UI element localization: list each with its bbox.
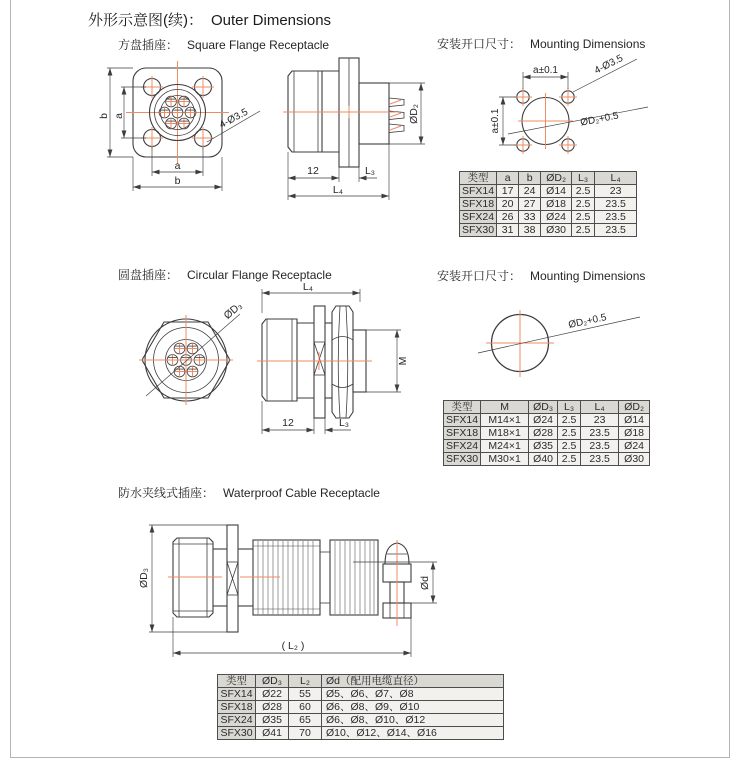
page-title-en: Outer Dimensions bbox=[211, 12, 332, 29]
cell: Ø22 bbox=[256, 688, 289, 701]
circular-mounting-zh: 安装开口尺寸： bbox=[437, 269, 522, 283]
page-left-border bbox=[10, 0, 11, 758]
col-header: 类型 bbox=[460, 172, 497, 185]
dim-l4: L₄ bbox=[302, 281, 314, 293]
col-header: ØD₂ bbox=[619, 401, 650, 414]
col-header: L₄ bbox=[595, 172, 637, 185]
table-row bbox=[460, 211, 637, 224]
table-row bbox=[460, 224, 637, 237]
square-flange-receptacle-drawing bbox=[95, 50, 435, 205]
circular-mounting-drawing bbox=[455, 300, 705, 395]
col-header: L₃ bbox=[558, 401, 581, 414]
cell: Ø6、Ø8、Ø9、Ø10 bbox=[322, 701, 504, 714]
square-side-view bbox=[283, 58, 404, 167]
page-bottom-border bbox=[10, 757, 730, 758]
cell: 23 bbox=[595, 185, 637, 198]
knurling-section-2 bbox=[335, 541, 374, 614]
square-mounting-label bbox=[437, 35, 645, 52]
dim-holes-leader: 4-Ø3.5 bbox=[592, 52, 625, 77]
dim-d2-leader: ØD₂+0.5 bbox=[579, 110, 620, 129]
cell: 2.5 bbox=[558, 440, 581, 453]
col-header: a bbox=[497, 172, 519, 185]
cell: Ø24 bbox=[619, 440, 650, 453]
dim-a-left: a±0.1 bbox=[490, 108, 501, 134]
cell: Ø10、Ø12、Ø14、Ø16 bbox=[322, 727, 504, 740]
cell: 38 bbox=[519, 224, 541, 237]
col-header: 类型 bbox=[218, 675, 256, 688]
dim-l3: L₃ bbox=[338, 417, 350, 429]
dim-d3: ØD₃ bbox=[138, 567, 150, 589]
cell-type: SFX18 bbox=[460, 198, 497, 211]
table-row bbox=[218, 701, 504, 714]
circular-side-dimensions bbox=[262, 281, 409, 434]
col-header: M bbox=[481, 401, 529, 414]
cell: 23.5 bbox=[581, 440, 619, 453]
waterproof-side-view bbox=[168, 525, 411, 632]
dim-12: 12 bbox=[282, 417, 294, 429]
circular-flange-spec-table bbox=[443, 400, 650, 466]
cell: Ø18 bbox=[541, 198, 572, 211]
square-front-view bbox=[126, 61, 229, 164]
circular-label-zh: 圆盘插座： bbox=[118, 268, 179, 282]
circular-mounting-label bbox=[437, 267, 645, 284]
cell-type: SFX14 bbox=[460, 185, 497, 198]
table-row bbox=[444, 414, 650, 427]
col-header: ØD₃ bbox=[529, 401, 558, 414]
waterproof-label-zh: 防水夹线式插座： bbox=[118, 486, 215, 500]
cell-type: SFX30 bbox=[460, 224, 497, 237]
cell: 23.5 bbox=[581, 427, 619, 440]
square-side-dimensions bbox=[288, 83, 425, 200]
dim-holes-leader: 4-Ø3.5 bbox=[217, 106, 250, 131]
cell: Ø24 bbox=[529, 414, 558, 427]
table-header-row bbox=[444, 401, 650, 414]
cell: 33 bbox=[519, 211, 541, 224]
cell: 2.5 bbox=[572, 185, 595, 198]
contact-pins bbox=[389, 98, 404, 133]
cell: 55 bbox=[289, 688, 322, 701]
circular-flange-receptacle-drawing bbox=[125, 282, 435, 440]
cell: M18×1 bbox=[481, 427, 529, 440]
col-header: Ød（配用电缆直径） bbox=[322, 675, 504, 688]
circular-front-view bbox=[139, 300, 245, 405]
dim-d2-leader: ØD₂+0.5 bbox=[567, 312, 608, 331]
waterproof-label-en: Waterproof Cable Receptacle bbox=[223, 486, 380, 500]
table-row bbox=[218, 714, 504, 727]
cell-type: SFX18 bbox=[444, 427, 481, 440]
cell: 23 bbox=[581, 414, 619, 427]
table-row bbox=[218, 727, 504, 740]
square-mounting-dimensions bbox=[490, 53, 648, 145]
cell: 70 bbox=[289, 727, 322, 740]
col-header: L₃ bbox=[572, 172, 595, 185]
dim-l2: ( L₂ ) bbox=[281, 640, 305, 652]
cell: M24×1 bbox=[481, 440, 529, 453]
dim-d3-leader: ØD₃ bbox=[221, 299, 245, 322]
col-header: ØD₃ bbox=[256, 675, 289, 688]
table-row bbox=[444, 427, 650, 440]
cell: M14×1 bbox=[481, 414, 529, 427]
col-header: L₄ bbox=[581, 401, 619, 414]
cell: 2.5 bbox=[572, 211, 595, 224]
col-header: L₂ bbox=[289, 675, 322, 688]
dim-d: Ød bbox=[419, 575, 431, 591]
dim-d2: ØD₂ bbox=[408, 104, 420, 124]
dim-l4: L₄ bbox=[332, 184, 344, 196]
cell-type: SFX30 bbox=[444, 453, 481, 466]
page-title-zh: 外形示意图(续)： bbox=[88, 12, 203, 29]
cell: Ø6、Ø8、Ø10、Ø12 bbox=[322, 714, 504, 727]
table-row bbox=[460, 198, 637, 211]
cell: Ø14 bbox=[619, 414, 650, 427]
cell: Ø5、Ø6、Ø7、Ø8 bbox=[322, 688, 504, 701]
cell: 2.5 bbox=[558, 427, 581, 440]
col-header: 类型 bbox=[444, 401, 481, 414]
waterproof-section-label bbox=[118, 484, 380, 501]
waterproof-cable-receptacle-drawing bbox=[135, 510, 455, 665]
dim-a-top: a±0.1 bbox=[533, 65, 558, 76]
table-header-row bbox=[218, 675, 504, 688]
table-row bbox=[460, 185, 637, 198]
cell: 2.5 bbox=[558, 453, 581, 466]
circular-section-label bbox=[118, 266, 332, 283]
cell: Ø30 bbox=[541, 224, 572, 237]
cell: 23.5 bbox=[595, 224, 637, 237]
circular-mounting-en: Mounting Dimensions bbox=[530, 269, 646, 283]
table-row bbox=[444, 440, 650, 453]
cell: Ø14 bbox=[541, 185, 572, 198]
dim-12: 12 bbox=[307, 165, 319, 177]
square-label-en: Square Flange Receptacle bbox=[187, 38, 330, 52]
cell: Ø40 bbox=[529, 453, 558, 466]
cell: 26 bbox=[497, 211, 519, 224]
cell-type: SFX14 bbox=[218, 688, 256, 701]
cell: M30×1 bbox=[481, 453, 529, 466]
cell: Ø35 bbox=[256, 714, 289, 727]
cell: 17 bbox=[497, 185, 519, 198]
circular-side-view bbox=[257, 306, 372, 418]
cell: Ø35 bbox=[529, 440, 558, 453]
cell: 31 bbox=[497, 224, 519, 237]
col-header: b bbox=[519, 172, 541, 185]
square-mounting-zh: 安装开口尺寸： bbox=[437, 37, 522, 51]
cell: 2.5 bbox=[572, 224, 595, 237]
square-mounting-drawing bbox=[455, 52, 705, 167]
dim-b-left: b bbox=[98, 113, 110, 119]
square-flange-spec-table bbox=[459, 171, 637, 237]
cell: Ø18 bbox=[619, 427, 650, 440]
table-header-row bbox=[460, 172, 637, 185]
cell: 23.5 bbox=[595, 198, 637, 211]
dim-b-bottom: b bbox=[174, 175, 181, 187]
cell: Ø30 bbox=[619, 453, 650, 466]
cell: 23.5 bbox=[581, 453, 619, 466]
square-label-zh: 方盘插座： bbox=[118, 38, 179, 52]
cell: 20 bbox=[497, 198, 519, 211]
dim-m: M bbox=[397, 356, 409, 366]
square-mounting-en: Mounting Dimensions bbox=[530, 37, 646, 51]
waterproof-spec-table bbox=[217, 674, 504, 740]
cell-type: SFX18 bbox=[218, 701, 256, 714]
dim-l3: L₃ bbox=[364, 165, 376, 177]
cell: Ø28 bbox=[256, 701, 289, 714]
table-row bbox=[218, 688, 504, 701]
cell-type: SFX24 bbox=[460, 211, 497, 224]
cell: 27 bbox=[519, 198, 541, 211]
cell: Ø41 bbox=[256, 727, 289, 740]
cell-type: SFX24 bbox=[444, 440, 481, 453]
col-header: ØD₂ bbox=[541, 172, 572, 185]
cell: 24 bbox=[519, 185, 541, 198]
page-right-border bbox=[729, 0, 730, 758]
dim-a-bottom: a bbox=[174, 160, 181, 172]
table-row bbox=[444, 453, 650, 466]
cell: 2.5 bbox=[558, 414, 581, 427]
cell: Ø28 bbox=[529, 427, 558, 440]
cell-type: SFX24 bbox=[218, 714, 256, 727]
cell: 65 bbox=[289, 714, 322, 727]
cable-clamp-screw bbox=[383, 540, 411, 626]
cell: 60 bbox=[289, 701, 322, 714]
circular-label-en: Circular Flange Receptacle bbox=[187, 268, 332, 282]
cell: Ø24 bbox=[541, 211, 572, 224]
cell-type: SFX14 bbox=[444, 414, 481, 427]
cell: 2.5 bbox=[572, 198, 595, 211]
page-title bbox=[88, 9, 331, 30]
dim-a-left: a bbox=[113, 113, 125, 119]
cell-type: SFX30 bbox=[218, 727, 256, 740]
cell: 23.5 bbox=[595, 211, 637, 224]
